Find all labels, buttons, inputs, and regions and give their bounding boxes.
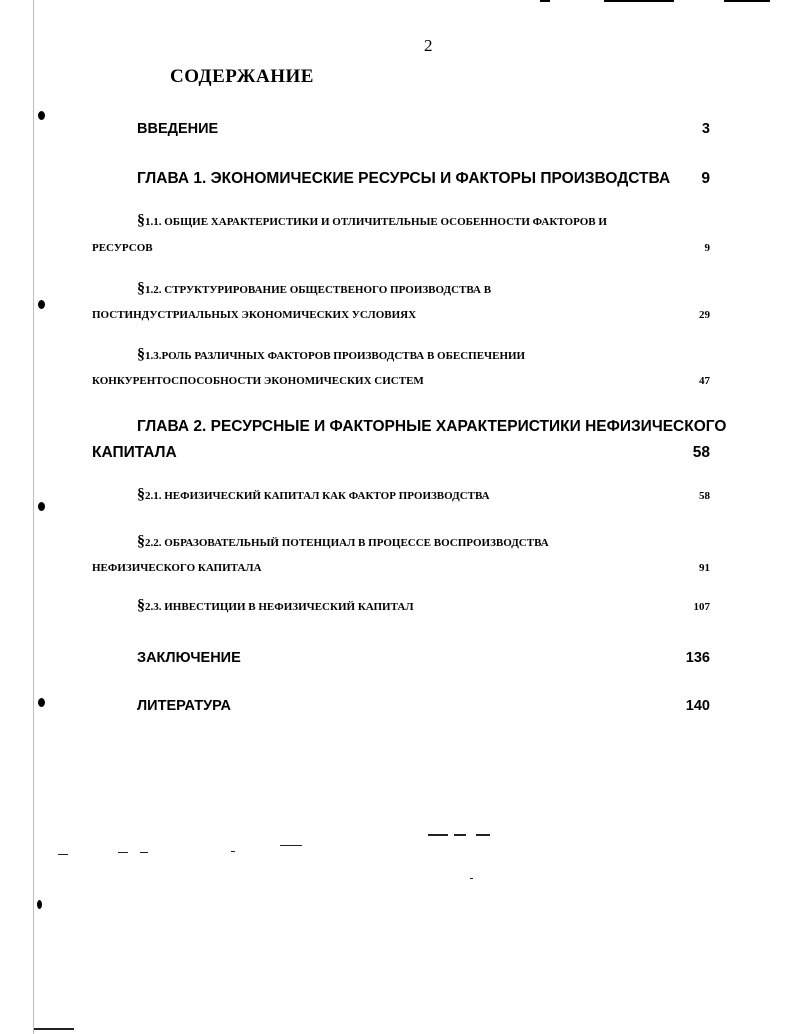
toc-page-section-1-2: 29 (699, 309, 710, 321)
toc-entry-section-1-1 (137, 212, 607, 230)
section-symbol: § (137, 533, 145, 550)
binder-hole-mark (38, 502, 45, 511)
scan-artifact (476, 834, 490, 836)
toc-entry-section-2-2 (137, 533, 549, 551)
toc-page-literature: 140 (685, 698, 710, 714)
scan-artifact (140, 852, 148, 853)
toc-page-chapter-1: 9 (701, 170, 710, 187)
chapter-title-line2: КАПИТАЛА (92, 444, 177, 461)
toc-entry-conclusion: ЗАКЛЮЧЕНИЕ (137, 650, 241, 666)
section-title-line1: 2.2. ОБРАЗОВАТЕЛЬНЫЙ ПОТЕНЦИАЛ В ПРОЦЕССЕ ВОСПРОИЗВОДСТВА (145, 537, 549, 549)
section-title-line1: 1.2. СТРУКТУРИРОВАНИЕ ОБЩЕСТВЕНОГО ПРОИЗВОДСТВА В (145, 284, 492, 296)
section-title-line2: ПОСТИНДУСТРИАЛЬНЫХ ЭКОНОМИЧЕСКИХ УСЛОВИЯХ (92, 309, 417, 321)
section-title-line1: 1.1. ОБЩИЕ ХАРАКТЕРИСТИКИ И ОТЛИЧИТЕЛЬНЫЕ ОСОБЕННОСТИ ФАКТОРОВ И (145, 216, 607, 228)
toc-entry-literature: ЛИТЕРАТУРА (137, 698, 232, 714)
scan-artifact (470, 878, 473, 879)
section-symbol: § (137, 280, 145, 297)
scan-artifact (454, 834, 466, 836)
scan-artifact (540, 0, 550, 2)
section-symbol: § (137, 597, 145, 614)
section-title-line1: 1.3.РОЛЬ РАЗЛИЧНЫХ ФАКТОРОВ ПРОИЗВОДСТВА В ОБЕСПЕЧЕНИИ (145, 350, 526, 362)
section-title-line2: РЕСУРСОВ (92, 242, 153, 254)
toc-page-section-2-1: 58 (699, 490, 710, 502)
toc-entry-section-1-3 (137, 346, 525, 364)
scan-artifact (58, 854, 68, 855)
toc-entry-intro: ВВЕДЕНИЕ (137, 121, 219, 137)
scan-artifact (428, 834, 448, 836)
toc-entry-section-1-2 (137, 280, 491, 298)
scan-edge-line (33, 0, 34, 1034)
section-title-line2: КОНКУРЕНТОСПОСОБНОСТИ ЭКОНОМИЧЕСКИХ СИСТЕМ (92, 375, 424, 387)
scan-artifact (34, 1028, 74, 1030)
toc-entry-chapter-1: ГЛАВА 1. ЭКОНОМИЧЕСКИЕ РЕСУРСЫ И ФАКТОРЫ ПРОИЗВОДСТВА (137, 170, 671, 187)
section-title-line1: 2.3. ИНВЕСТИЦИИ В НЕФИЗИЧЕСКИЙ КАПИТАЛ (145, 601, 414, 613)
page-number: 2 (424, 36, 433, 55)
toc-title: СОДЕРЖАНИЕ (170, 66, 314, 87)
toc-page-conclusion: 136 (685, 650, 710, 666)
section-title-line1: 2.1. НЕФИЗИЧЕСКИЙ КАПИТАЛ КАК ФАКТОР ПРОИЗВОДСТВА (145, 490, 490, 502)
scan-artifact (604, 0, 674, 2)
toc-page-section-1-3: 47 (699, 375, 710, 387)
toc-entry-section-2-1 (137, 486, 490, 504)
section-symbol: § (137, 346, 145, 363)
section-symbol: § (137, 212, 145, 229)
binder-hole-mark (38, 111, 45, 120)
binder-hole-mark (38, 300, 45, 309)
toc-page-intro: 3 (701, 121, 710, 137)
toc-page-section-2-3: 107 (693, 601, 710, 613)
binder-hole-mark (37, 900, 42, 909)
binder-hole-mark (38, 698, 45, 707)
toc-page-section-2-2: 91 (699, 562, 710, 574)
scan-artifact (118, 852, 128, 853)
scan-artifact (231, 851, 235, 852)
toc-page-chapter-2: 58 (692, 444, 710, 461)
scan-artifact (724, 0, 770, 2)
section-symbol: § (137, 486, 145, 503)
section-title-line2: НЕФИЗИЧЕСКОГО КАПИТАЛА (92, 562, 262, 574)
scan-artifact (280, 845, 302, 846)
toc-page-section-1-1: 9 (704, 242, 710, 254)
toc-entry-chapter-2: ГЛАВА 2. РЕСУРСНЫЕ И ФАКТОРНЫЕ ХАРАКТЕРИСТИКИ НЕФИЗИЧЕСКОГО (137, 418, 727, 435)
toc-entry-section-2-3 (137, 597, 414, 615)
